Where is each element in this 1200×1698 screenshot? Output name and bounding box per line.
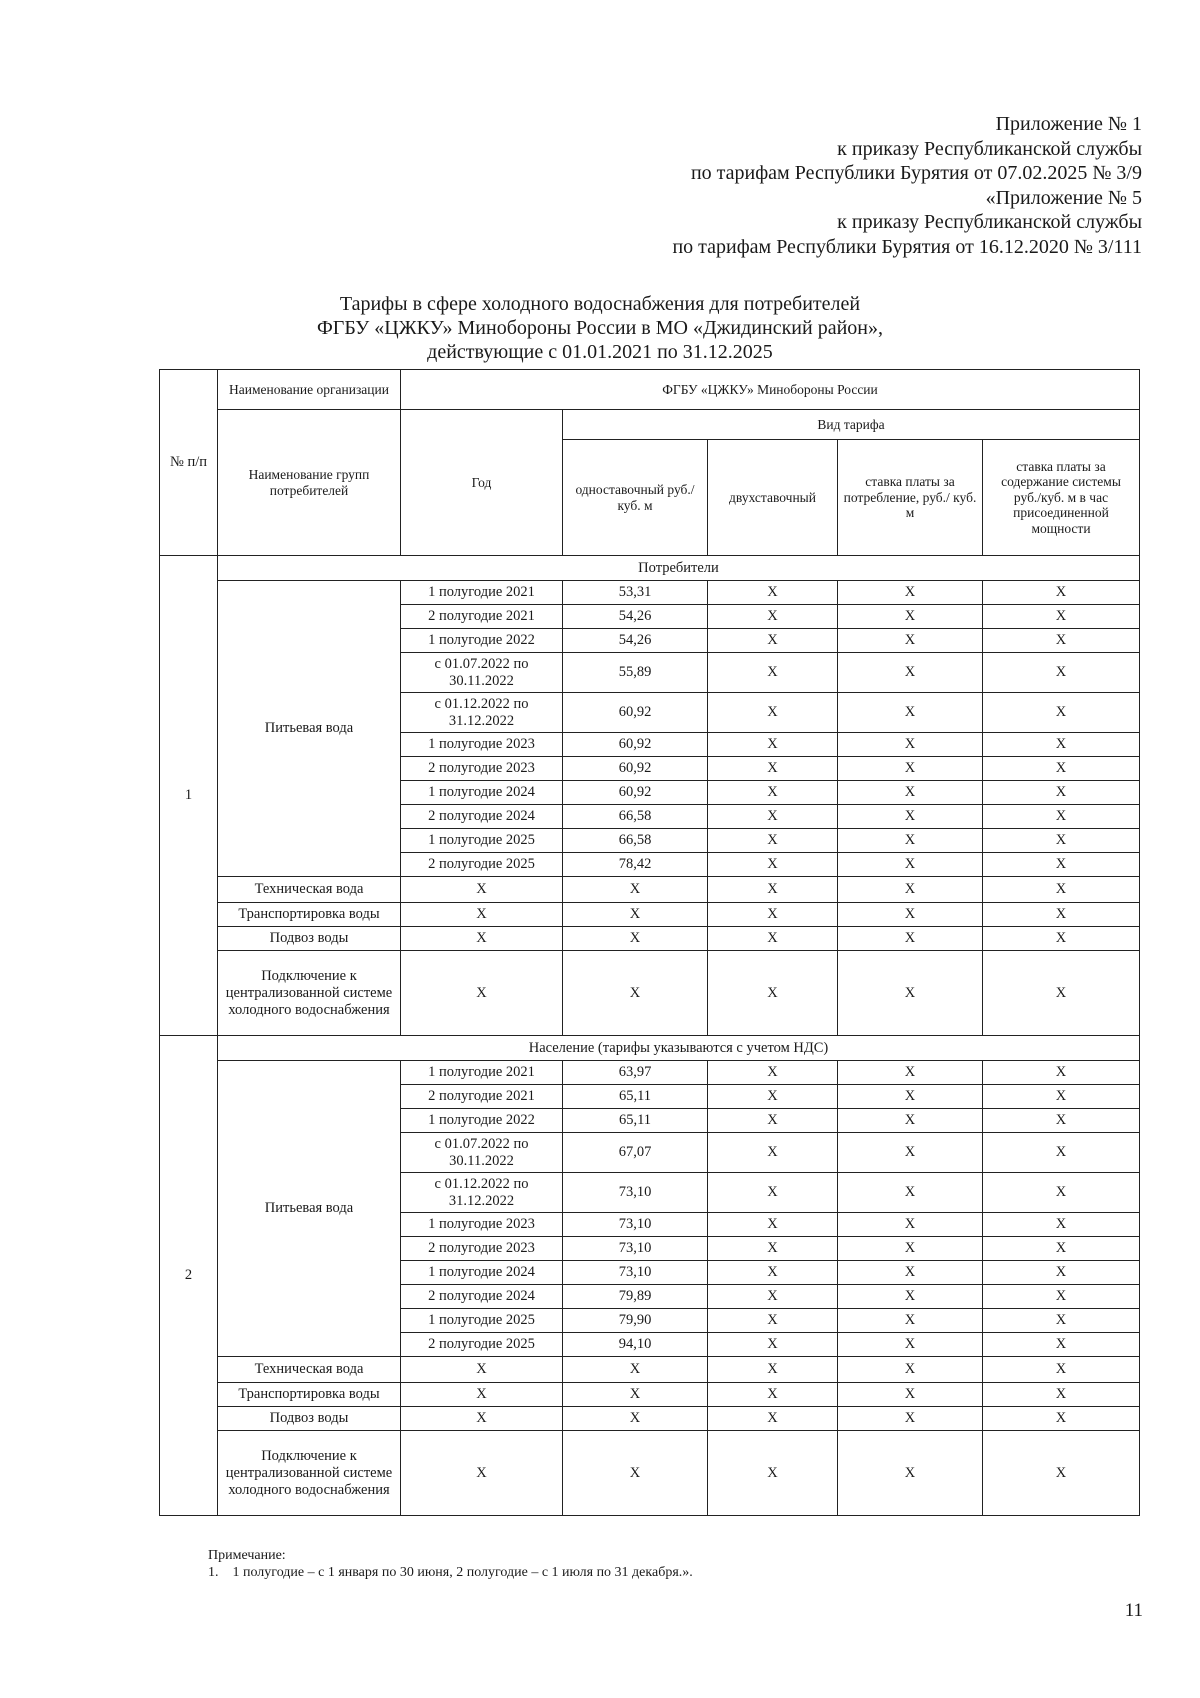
note-label: Примечание:	[208, 1548, 286, 1563]
value-cell: X	[838, 1431, 983, 1516]
value-cell: X	[708, 629, 838, 653]
table-row	[160, 927, 1140, 951]
table-row	[160, 877, 1140, 903]
value-cell: X	[401, 1407, 563, 1431]
value-cell: X	[838, 629, 983, 653]
section-title-cell: Население (тарифы указываются с учетом НДС)	[218, 1036, 1140, 1061]
value-cell: X	[983, 927, 1140, 951]
note	[208, 1547, 693, 1581]
value-cell: X	[983, 1085, 1140, 1109]
value-cell: X	[983, 629, 1140, 653]
value-cell: X	[708, 1213, 838, 1237]
value-cell: X	[983, 1407, 1140, 1431]
year-cell: 1 полугодие 2025	[401, 1309, 563, 1333]
year-cell: с 01.07.2022 по 30.11.2022	[401, 1133, 563, 1173]
table-row	[160, 1431, 1140, 1516]
value-cell: X	[983, 1109, 1140, 1133]
org-name-header: ФГБУ «ЦЖКУ» Минобороны России	[401, 370, 1140, 410]
value-cell: X	[708, 1357, 838, 1383]
value-cell: X	[708, 951, 838, 1036]
value-cell: X	[708, 927, 838, 951]
value-cell: X	[838, 903, 983, 927]
value-cell: X	[838, 1237, 983, 1261]
value-cell: X	[983, 1173, 1140, 1213]
value-cell: X	[983, 653, 1140, 693]
value-cell: X	[983, 693, 1140, 733]
value-cell: X	[983, 1237, 1140, 1261]
value-cell: X	[563, 877, 708, 903]
value-cell: 54,26	[563, 629, 708, 653]
table-row	[160, 581, 1140, 605]
value-cell: X	[983, 757, 1140, 781]
value-cell: 54,26	[563, 605, 708, 629]
value-cell: X	[838, 1109, 983, 1133]
table-row	[160, 1061, 1140, 1085]
group-name-cell: Техническая вода	[218, 1357, 401, 1383]
year-cell: 2 полугодие 2023	[401, 757, 563, 781]
value-cell: X	[983, 1285, 1140, 1309]
title-line: действующие с 01.01.2021 по 31.12.2025	[427, 341, 773, 363]
table-head	[160, 370, 1140, 556]
value-cell: X	[708, 877, 838, 903]
value-cell: X	[983, 951, 1140, 1036]
section-title-cell: Потребители	[218, 556, 1140, 581]
groups-label-header: Наименование групп потребителей	[218, 410, 401, 556]
year-cell: 1 полугодие 2022	[401, 1109, 563, 1133]
value-cell: X	[708, 693, 838, 733]
group-name-cell: Подвоз воды	[218, 927, 401, 951]
group-name-cell: Питьевая вода	[218, 581, 401, 877]
value-cell: X	[983, 581, 1140, 605]
value-cell: X	[563, 1431, 708, 1516]
page-number: 11	[1124, 1600, 1143, 1621]
value-cell: X	[838, 1383, 983, 1407]
table-row	[160, 1357, 1140, 1383]
value-cell: X	[563, 903, 708, 927]
value-cell: 66,58	[563, 829, 708, 853]
value-cell: X	[838, 853, 983, 877]
value-cell: X	[708, 1383, 838, 1407]
value-cell: X	[838, 1173, 983, 1213]
year-cell: 2 полугодие 2021	[401, 1085, 563, 1109]
value-cell: X	[838, 1133, 983, 1173]
header-line: по тарифам Республики Бурятия от 16.12.2020 № 3/111	[672, 235, 1142, 258]
table-row	[160, 951, 1140, 1036]
value-cell: X	[838, 733, 983, 757]
year-cell: с 01.07.2022 по 30.11.2022	[401, 653, 563, 693]
tariff-col-header: двухставочный	[708, 440, 838, 556]
group-name-cell: Питьевая вода	[218, 1061, 401, 1357]
year-cell: 2 полугодие 2021	[401, 605, 563, 629]
value-cell: X	[401, 1383, 563, 1407]
section-title-row	[160, 556, 1140, 581]
row-number-cell: 1	[160, 556, 218, 1036]
value-cell: X	[838, 1333, 983, 1357]
value-cell: X	[708, 1173, 838, 1213]
group-name-cell: Подключение к централизованной системе холодного водоснабжения	[218, 1431, 401, 1516]
value-cell: X	[708, 1309, 838, 1333]
org-label-header: Наименование организации	[218, 370, 401, 410]
value-cell: X	[983, 1333, 1140, 1357]
year-cell: 1 полугодие 2024	[401, 781, 563, 805]
value-cell: 60,92	[563, 757, 708, 781]
group-name-cell: Подвоз воды	[218, 1407, 401, 1431]
value-cell: 60,92	[563, 781, 708, 805]
value-cell: X	[838, 829, 983, 853]
value-cell: X	[401, 951, 563, 1036]
year-cell: с 01.12.2022 по 31.12.2022	[401, 1173, 563, 1213]
value-cell: X	[838, 1357, 983, 1383]
value-cell: X	[983, 605, 1140, 629]
tariff-col-header: ставка платы за потребление, руб./ куб. м	[838, 440, 983, 556]
value-cell: 60,92	[563, 733, 708, 757]
year-cell: 1 полугодие 2021	[401, 1061, 563, 1085]
header-block	[442, 112, 1142, 259]
value-cell: 55,89	[563, 653, 708, 693]
value-cell: X	[983, 829, 1140, 853]
value-cell: X	[983, 903, 1140, 927]
value-cell: X	[983, 1383, 1140, 1407]
col-num-header: № п/п	[160, 370, 218, 556]
header-line: к приказу Республиканской службы	[837, 211, 1142, 233]
value-cell: X	[708, 1085, 838, 1109]
year-cell: 1 полугодие 2024	[401, 1261, 563, 1285]
value-cell: X	[838, 693, 983, 733]
group-name-cell: Транспортировка воды	[218, 1383, 401, 1407]
value-cell: X	[708, 1061, 838, 1085]
value-cell: X	[983, 1431, 1140, 1516]
value-cell: X	[983, 877, 1140, 903]
table-row	[160, 1407, 1140, 1431]
table-row	[160, 1383, 1140, 1407]
year-cell: 2 полугодие 2024	[401, 1285, 563, 1309]
value-cell: X	[838, 653, 983, 693]
value-cell: X	[708, 1407, 838, 1431]
value-cell: X	[401, 927, 563, 951]
year-label-header: Год	[401, 410, 563, 556]
value-cell: 94,10	[563, 1333, 708, 1357]
value-cell: X	[708, 1237, 838, 1261]
year-cell: 2 полугодие 2024	[401, 805, 563, 829]
value-cell: 65,11	[563, 1109, 708, 1133]
value-cell: X	[838, 781, 983, 805]
tariff-col-header: ставка платы за содержание системы руб./куб. м в час присоединенной мощности	[983, 440, 1140, 556]
row-number-cell: 2	[160, 1036, 218, 1516]
group-name-cell: Подключение к централизованной системе холодного водоснабжения	[218, 951, 401, 1036]
value-cell: X	[563, 951, 708, 1036]
year-cell: 2 полугодие 2025	[401, 853, 563, 877]
value-cell: 73,10	[563, 1173, 708, 1213]
value-cell: X	[838, 877, 983, 903]
section-title-row	[160, 1036, 1140, 1061]
value-cell: X	[708, 757, 838, 781]
group-name-cell: Транспортировка воды	[218, 903, 401, 927]
header-line: по тарифам Республики Бурятия от 07.02.2025 № 3/9	[690, 162, 1142, 184]
value-cell: 53,31	[563, 581, 708, 605]
header-line: к приказу Республиканской службы	[837, 137, 1142, 160]
value-cell: 73,10	[563, 1261, 708, 1285]
value-cell: X	[838, 927, 983, 951]
value-cell: X	[983, 1261, 1140, 1285]
header-line: Приложение № 1	[995, 113, 1142, 135]
value-cell: 73,10	[563, 1237, 708, 1261]
value-cell: X	[838, 805, 983, 829]
value-cell: X	[708, 1431, 838, 1516]
value-cell: X	[401, 903, 563, 927]
value-cell: X	[983, 733, 1140, 757]
value-cell: X	[401, 877, 563, 903]
value-cell: X	[708, 581, 838, 605]
value-cell: X	[708, 1333, 838, 1357]
value-cell: 79,89	[563, 1285, 708, 1309]
value-cell: X	[838, 1213, 983, 1237]
value-cell: X	[708, 1285, 838, 1309]
value-cell: 79,90	[563, 1309, 708, 1333]
year-cell: 1 полугодие 2022	[401, 629, 563, 653]
value-cell: X	[708, 1261, 838, 1285]
value-cell: X	[983, 805, 1140, 829]
value-cell: 67,07	[563, 1133, 708, 1173]
value-cell: X	[983, 1061, 1140, 1085]
year-cell: 1 полугодие 2023	[401, 1213, 563, 1237]
value-cell: 65,11	[563, 1085, 708, 1109]
value-cell: X	[983, 1213, 1140, 1237]
value-cell: X	[708, 733, 838, 757]
value-cell: X	[838, 605, 983, 629]
value-cell: X	[401, 1431, 563, 1516]
value-cell: 73,10	[563, 1213, 708, 1237]
value-cell: X	[708, 781, 838, 805]
value-cell: 63,97	[563, 1061, 708, 1085]
year-cell: 1 полугодие 2021	[401, 581, 563, 605]
year-cell: 2 полугодие 2023	[401, 1237, 563, 1261]
value-cell: X	[838, 1407, 983, 1431]
group-name-cell: Техническая вода	[218, 877, 401, 903]
value-cell: 66,58	[563, 805, 708, 829]
value-cell: X	[401, 1357, 563, 1383]
value-cell: X	[708, 1109, 838, 1133]
value-cell: X	[708, 903, 838, 927]
table-row	[160, 903, 1140, 927]
value-cell: X	[708, 829, 838, 853]
value-cell: X	[983, 853, 1140, 877]
value-cell: X	[838, 581, 983, 605]
header-line: «Приложение № 5	[985, 186, 1142, 209]
value-cell: X	[838, 1085, 983, 1109]
document-title	[180, 292, 1020, 364]
value-cell: X	[983, 1357, 1140, 1383]
value-cell: 60,92	[563, 693, 708, 733]
year-cell: 1 полугодие 2025	[401, 829, 563, 853]
value-cell: X	[983, 781, 1140, 805]
year-cell: 1 полугодие 2023	[401, 733, 563, 757]
value-cell: X	[838, 1261, 983, 1285]
value-cell: X	[708, 853, 838, 877]
title-line: Тарифы в сфере холодного водоснабжения для потребителей	[339, 293, 861, 315]
value-cell: X	[983, 1133, 1140, 1173]
value-cell: X	[708, 805, 838, 829]
value-cell: X	[563, 1357, 708, 1383]
tariff-col-header: одноставочный руб./ куб. м	[563, 440, 708, 556]
value-cell: X	[708, 1133, 838, 1173]
value-cell: X	[563, 927, 708, 951]
value-cell: X	[838, 1309, 983, 1333]
title-line: ФГБУ «ЦЖКУ» Минобороны России в МО «Джидинский район»,	[317, 317, 883, 339]
value-cell: 78,42	[563, 853, 708, 877]
value-cell: X	[708, 653, 838, 693]
year-cell: с 01.12.2022 по 31.12.2022	[401, 693, 563, 733]
value-cell: X	[708, 605, 838, 629]
note-item: 1. 1 полугодие – с 1 января по 30 июня, 2 полугодие – с 1 июля по 31 декабря.».	[208, 1565, 693, 1580]
value-cell: X	[838, 757, 983, 781]
value-cell: X	[838, 1061, 983, 1085]
value-cell: X	[838, 1285, 983, 1309]
value-cell: X	[563, 1407, 708, 1431]
value-cell: X	[838, 951, 983, 1036]
value-cell: X	[983, 1309, 1140, 1333]
year-cell: 2 полугодие 2025	[401, 1333, 563, 1357]
tariff-table	[159, 369, 1140, 1516]
value-cell: X	[563, 1383, 708, 1407]
table-body	[160, 556, 1140, 1516]
tariff-type-header: Вид тарифа	[563, 410, 1140, 440]
